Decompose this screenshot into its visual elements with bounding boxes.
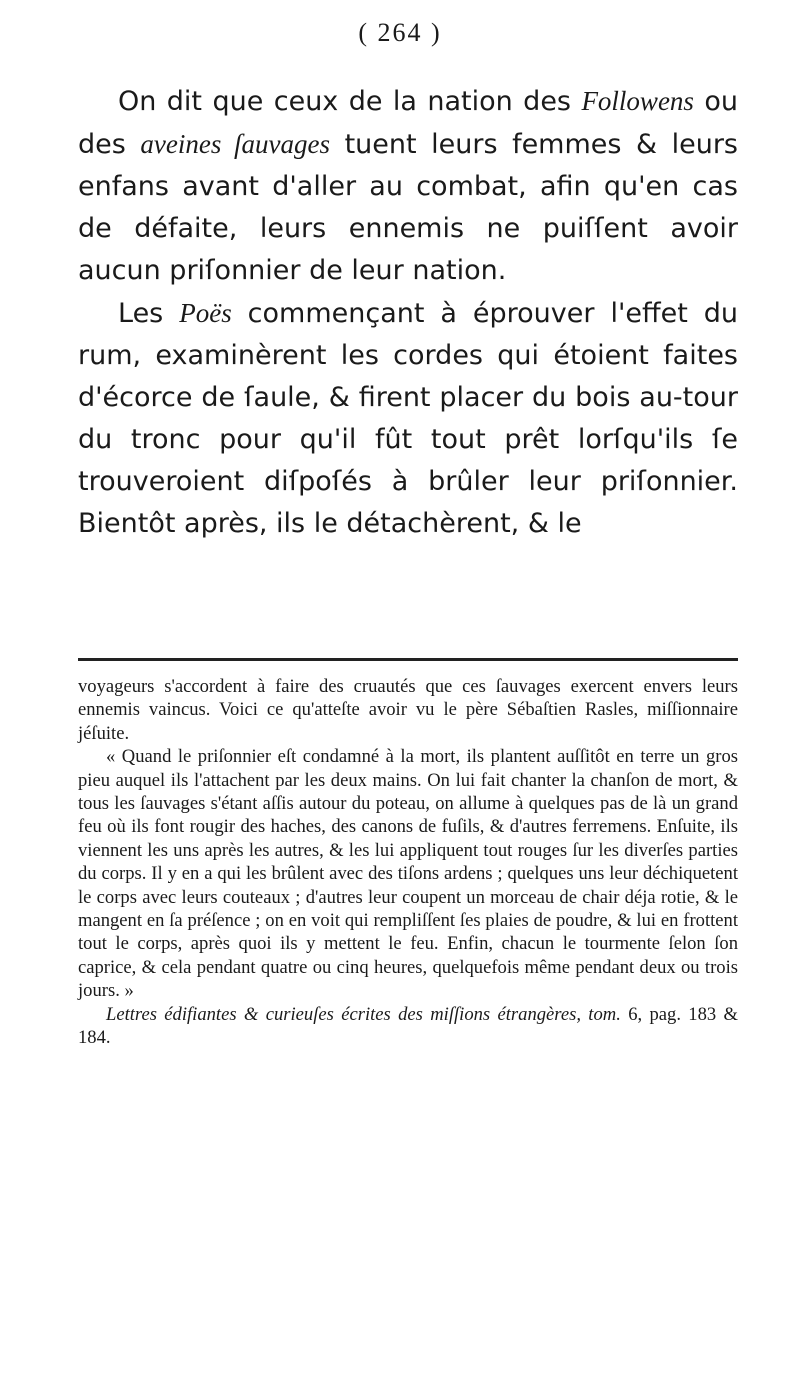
page-number: ( 264 ) <box>358 18 442 47</box>
p2-text-end: commençant à éprouver l'effet du rum, examinèrent les cordes qui étoient faites d'écorce de ſaule, & firent placer du bois au-tour du tronc pour qu'il fût tout prêt lorſqu'ils ſe trouveroient diſpoſés à brûler leur priſonnier. Bientôt après, ils le détachèrent, & le <box>78 298 738 539</box>
footnote-citation <box>78 1003 738 1050</box>
tribe-name-aveines: aveines ſauvages <box>140 129 331 159</box>
citation-title: Lettres édifiantes & curieuſes écrites des miſſions étrangères, tom. <box>106 1003 621 1025</box>
footnote-quote: « Quand le priſonnier eſt condamné à la mort, ils plantent auſſitôt en terre un gros pieu auquel ils l'attachent par les deux mains. On lui fait chanter la chanſon de mort, & tous les ſauvages s'étant aſſis autour du poteau, on allume à quelques pas de là un grand feu où ils font rougir des haches, des canons de fuſils, & d'autres ferremens. Enſuite, ils viennent les uns après les autres, & les lui appliquent tout rouges ſur les diverſes parties du corps. Il y en a qui les brûlent avec des tiſons ardens ; quelques uns leur déchiquetent le corps avec leurs couteaux ; d'autres leur coupent un morceau de chair déja rotie, & le mangent en ſa préſence ; on en voit qui rempliſſent ſes plaies de poudre, & lui en frottent tout le corps, après quoi ils y mettent le feu. Enfin, chacun le tourmente ſelon ſon caprice, & cela pendant quatre ou cinq heures, quelquefois même pendant deux ou trois jours. » <box>78 746 738 1002</box>
tribe-name-followens: Followens <box>581 86 694 116</box>
footnote-intro: voyageurs s'accordent à faire des cruautés que ces ſauvages exercent envers leurs ennemis vaincus. Voici ce qu'atteſte avoir vu le père Sébaſtien Rasles, miſſionnaire jéſuite. <box>78 676 738 744</box>
tribe-name-poes: Poës <box>179 298 232 328</box>
main-text <box>78 80 738 545</box>
p1-text-mid: ou des <box>78 86 738 160</box>
p1-text-end: tuent leurs femmes & leurs enfans avant d'aller au combat, afin qu'en cas de défaite, leurs ennemis ne puiſſent avoir aucun priſonnier de leur nation. <box>78 129 738 286</box>
p1-text-start: On dit que ceux de la nation des <box>118 86 582 117</box>
p2-text-start: Les <box>118 298 180 329</box>
citation-pages: 6, pag. 183 & 184. <box>78 1003 738 1049</box>
footnote-divider <box>78 658 738 661</box>
footnote <box>78 675 738 1050</box>
paragraph-1 <box>78 80 738 292</box>
paragraph-2 <box>78 292 738 545</box>
